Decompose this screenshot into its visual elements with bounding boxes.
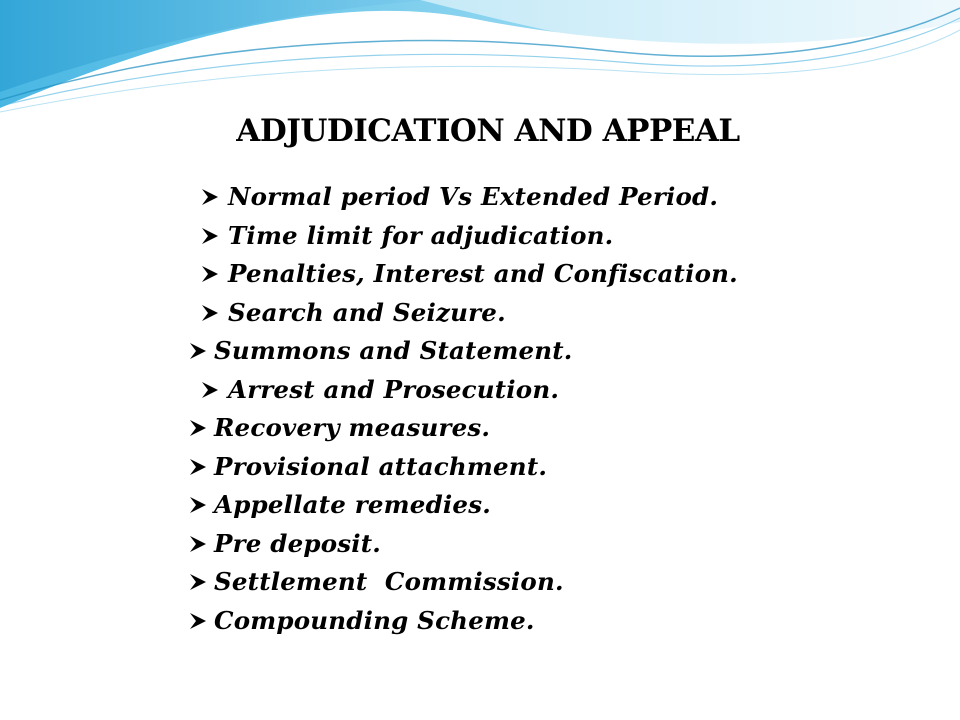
slide-title: ADJUDICATION AND APPEAL [236, 113, 740, 149]
arrowhead-bullet-icon [188, 457, 208, 477]
list-item [188, 332, 738, 371]
list-item-text: Arrest and Prosecution. [228, 374, 560, 404]
list-item-text: Pre deposit. [214, 528, 381, 558]
list-item [188, 525, 738, 564]
list-item-text: Settlement Commission. [214, 567, 564, 596]
list-item-text: Compounding Scheme. [214, 605, 535, 635]
list-item-text: Search and Seizure. [228, 297, 506, 327]
arrowhead-bullet-icon [188, 495, 208, 515]
list-item [188, 255, 738, 294]
arrowhead-bullet-icon [200, 303, 220, 323]
list-item [188, 217, 738, 256]
arrowhead-bullet-icon [188, 572, 208, 592]
arrowhead-bullet-icon [188, 534, 208, 554]
arrowhead-bullet-icon [188, 418, 208, 438]
list-item [188, 294, 738, 333]
list-item-text: Summons and Statement. [214, 336, 573, 365]
list-item-text: Appellate remedies. [214, 490, 491, 519]
list-item [188, 178, 738, 217]
arrowhead-bullet-icon [200, 187, 220, 207]
list-item [188, 409, 738, 448]
list-item-text: Provisional attachment. [214, 451, 548, 481]
list-item-text: Recovery measures. [214, 413, 491, 442]
list-item [188, 563, 738, 602]
header-wave-decoration [0, 0, 960, 120]
list-item [188, 448, 738, 487]
arrowhead-bullet-icon [200, 264, 220, 284]
list-item-text: Penalties, Interest and Confiscation. [228, 259, 738, 288]
arrowhead-bullet-icon [188, 611, 208, 631]
arrowhead-bullet-icon [200, 380, 220, 400]
list-item [188, 371, 738, 410]
list-item [188, 486, 738, 525]
arrowhead-bullet-icon [188, 341, 208, 361]
list-item [188, 602, 738, 641]
arrowhead-bullet-icon [200, 226, 220, 246]
list-item-text: Normal period Vs Extended Period. [228, 182, 719, 211]
bullet-list [188, 178, 738, 640]
list-item-text: Time limit for adjudication. [228, 220, 614, 250]
